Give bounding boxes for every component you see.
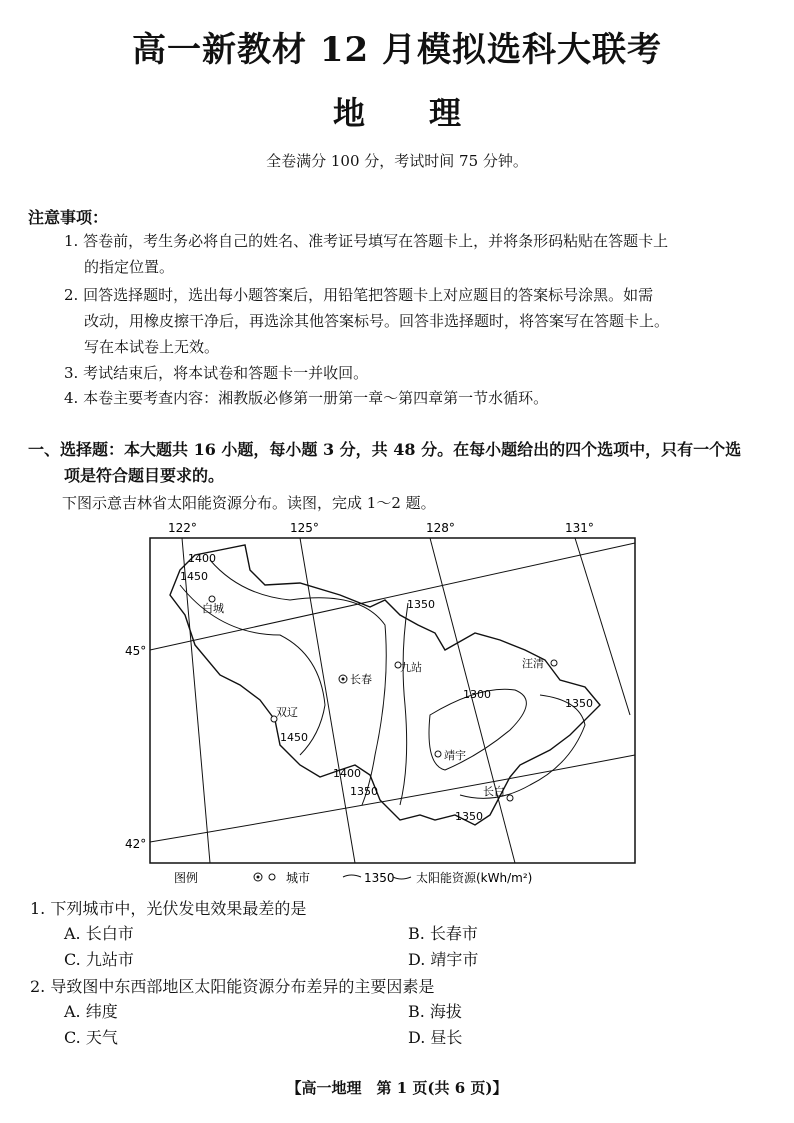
- notice-line: 3. 考试结束后，将本试卷和答题卡一并收回。: [64, 364, 369, 382]
- city-name: 长春: [350, 673, 372, 686]
- subject-title: 地 理: [332, 94, 461, 132]
- legend-contour-line-right: [393, 877, 411, 879]
- lon-label: 125°: [290, 521, 319, 535]
- q1-option-d[interactable]: D. 靖宇市: [408, 950, 479, 969]
- meridian-122: [182, 538, 210, 863]
- city-name: 靖宇: [444, 749, 466, 762]
- page-footer: 【高一地理 第 1 页(共 6 页)】: [286, 1079, 508, 1097]
- notice-line: 2. 回答选择题时，选出每小题答案后，用铅笔把答题卡上对应题目的答案标号涂黑。如需: [64, 286, 654, 304]
- city-name: 白城: [202, 602, 224, 615]
- solar-resource-map: [100, 515, 680, 895]
- section-heading-line: 一、选择题：本大题共 16 小题，每小题 3 分，共 48 分。在每小题给出的四个选项中，只有一个选: [28, 440, 742, 459]
- notice-line: 改动，用橡皮擦干净后，再选涂其他答案标号。回答非选择题时，将答案写在答题卡上。: [84, 312, 670, 330]
- section-heading: [28, 437, 741, 489]
- q1-option-c[interactable]: C. 九站市: [64, 950, 134, 969]
- parallel-45: [150, 543, 635, 650]
- section-heading-line: 项是符合题目要求的。: [64, 466, 225, 485]
- q2-option-c[interactable]: C. 天气: [64, 1028, 118, 1047]
- city-name: 九站: [400, 661, 422, 674]
- question-1-stem: 1. 下列城市中，光伏发电效果最差的是: [30, 899, 307, 918]
- contour-label: 1300: [463, 688, 491, 701]
- lon-label: 122°: [168, 521, 197, 535]
- legend-contour-label: 太阳能资源(kWh/m²): [416, 871, 533, 885]
- exam-title: 高一新教材 12 月模拟选科大联考: [132, 30, 662, 70]
- city-name: 汪清: [522, 657, 544, 670]
- lat-label: 42°: [125, 837, 147, 851]
- capital-marker-dot: [342, 678, 345, 681]
- notice-item-1: [64, 228, 668, 280]
- notice-line: 的指定位置。: [84, 258, 175, 276]
- notice-line: 写在本试卷上无效。: [84, 338, 220, 356]
- q2-option-a[interactable]: A. 纬度: [64, 1002, 118, 1021]
- city-marker: [507, 795, 513, 801]
- notice-line: 1. 答卷前，考生务必将自己的姓名、准考证号填写在答题卡上，并将条形码粘贴在答题卡上: [64, 232, 669, 250]
- contour-label: 1350: [455, 810, 483, 823]
- contour-label: 1350: [350, 785, 378, 798]
- q1-option-b[interactable]: B. 长春市: [408, 924, 478, 943]
- lat-label: 45°: [125, 644, 147, 658]
- notice-item-4: [64, 385, 548, 411]
- city-marker: [435, 751, 441, 757]
- contour-1350-east: [460, 695, 585, 798]
- meridian-131: [575, 538, 630, 715]
- notice-line: 4. 本卷主要考查内容：湘教版必修第一册第一章～第四章第一节水循环。: [64, 389, 549, 407]
- legend-city-icon: [269, 874, 275, 880]
- question-2-stem: 2. 导致图中东西部地区太阳能资源分布差异的主要因素是: [30, 977, 435, 996]
- notice-item-2: [64, 282, 669, 360]
- contour-label: 1400: [333, 767, 361, 780]
- city-name: 双辽: [276, 706, 298, 719]
- legend-contour-line-left: [343, 875, 361, 877]
- notice-title: 注意事项：: [28, 208, 109, 227]
- contour-label: 1350: [565, 697, 593, 710]
- contour-1350-west: [400, 603, 408, 805]
- city-name: 长白: [483, 785, 505, 798]
- city-marker: [551, 660, 557, 666]
- q2-option-d[interactable]: D. 昼长: [408, 1028, 463, 1047]
- q2-option-b[interactable]: B. 海拔: [408, 1002, 462, 1021]
- contour-label: 1350: [407, 598, 435, 611]
- contour-label: 1450: [180, 570, 208, 583]
- contour-label: 1450: [280, 731, 308, 744]
- legend-contour-value: 1350: [364, 871, 395, 885]
- notice-item-3: [64, 360, 368, 386]
- legend-capital-dot: [257, 876, 260, 879]
- lon-label: 131°: [565, 521, 594, 535]
- contour-label: 1400: [188, 552, 216, 565]
- map-intro: 下图示意吉林省太阳能资源分布。读图，完成 1～2 题。: [62, 494, 436, 512]
- full-marks-note: 全卷满分 100 分，考试时间 75 分钟。: [266, 152, 528, 170]
- q1-option-a[interactable]: A. 长白市: [64, 924, 134, 943]
- parallel-42: [150, 755, 635, 842]
- legend-title: 图例: [174, 871, 199, 885]
- lon-label: 128°: [426, 521, 455, 535]
- meridian-125: [300, 538, 355, 863]
- legend-city-label: 城市: [286, 871, 311, 885]
